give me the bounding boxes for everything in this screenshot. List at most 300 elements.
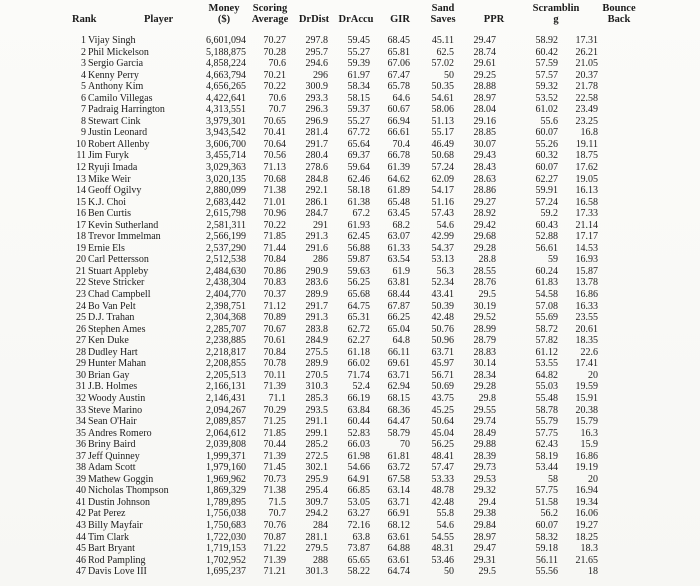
cell-sand-saves: 48.78: [431, 485, 454, 497]
cell-scrambling: 56.11: [535, 554, 558, 566]
cell-sand-saves: 45.97: [431, 358, 454, 370]
cell-bounce-back: 16.13: [575, 185, 598, 197]
header-bounce-top: Bounce: [602, 3, 636, 14]
cell-gir: 67.87: [387, 300, 410, 312]
cell-dr-accu: 61.98: [347, 450, 370, 462]
header-sand-bottom: Saves: [430, 14, 456, 25]
cell-dr-accu: 54.66: [347, 462, 370, 474]
cell-scoring-avg: 70.83: [263, 277, 286, 289]
table-row: [0, 566, 700, 578]
cell-sand-saves: 52.34: [431, 277, 454, 289]
cell-scoring-avg: 70.28: [263, 46, 286, 58]
cell-money: 2,484,630: [206, 265, 246, 277]
cell-money: 2,094,267: [206, 404, 246, 416]
cell-gir: 68.2: [392, 219, 410, 231]
header-scrambling-top: Scramblin: [532, 3, 580, 14]
cell-dr-dist: 310.3: [305, 381, 328, 393]
table-row: [0, 312, 700, 324]
cell-scrambling: 55.56: [535, 566, 558, 578]
header-scoring-top: Scoring: [252, 3, 288, 14]
cell-money: 4,656,265: [206, 81, 246, 93]
row-padding: [598, 347, 700, 359]
cell-money: 5,188,875: [206, 46, 246, 58]
row-padding: [598, 301, 700, 313]
header-ppr: PPR: [483, 14, 505, 25]
cell-sand-saves: 54.17: [431, 185, 454, 197]
row-padding: [598, 277, 700, 289]
cell-bounce-back: 18.3: [580, 543, 598, 555]
row-padding: [598, 370, 700, 382]
cell-player: Rod Pampling: [88, 554, 146, 566]
cell-dr-accu: 66.03: [347, 439, 370, 451]
row-padding: [598, 70, 700, 82]
row-padding: [598, 231, 700, 243]
cell-dr-accu: 60.44: [347, 416, 370, 428]
cell-money: 3,943,542: [206, 127, 246, 139]
cell-bounce-back: 23.49: [575, 104, 598, 116]
cell-scoring-avg: 70.22: [263, 219, 286, 231]
cell-dr-dist: 291.7: [305, 300, 328, 312]
table-row: [0, 335, 700, 347]
cell-rank: 36: [76, 439, 86, 451]
cell-rank: 21: [76, 265, 86, 277]
cell-ppr: 30.14: [473, 358, 496, 370]
cell-player: Sean O'Hair: [88, 416, 137, 428]
cell-player: Hunter Mahan: [88, 358, 147, 370]
table-row: [0, 208, 700, 220]
cell-bounce-back: 20.37: [575, 69, 598, 81]
table-row: [0, 555, 700, 567]
row-padding: [598, 532, 700, 544]
table-row: [0, 162, 700, 174]
cell-bounce-back: 20: [588, 369, 598, 381]
cell-sand-saves: 53.33: [431, 473, 454, 485]
cell-money: 2,146,431: [206, 392, 246, 404]
cell-dr-accu: 56.25: [347, 277, 370, 289]
cell-player: Padraig Harrington: [88, 104, 165, 116]
cell-dr-dist: 288: [313, 554, 328, 566]
cell-sand-saves: 48.41: [431, 450, 454, 462]
cell-scoring-avg: 70.11: [263, 369, 286, 381]
cell-rank: 32: [76, 392, 86, 404]
cell-gir: 62.94: [387, 381, 410, 393]
cell-dr-accu: 52.4: [352, 381, 370, 393]
cell-gir: 61.9: [392, 265, 410, 277]
table-row: [0, 439, 700, 451]
cell-ppr: 29.16: [473, 115, 496, 127]
cell-scoring-avg: 70.87: [263, 531, 286, 543]
cell-money: 2,218,817: [206, 346, 246, 358]
cell-gir: 70: [400, 439, 410, 451]
table-row: [0, 70, 700, 82]
cell-rank: 30: [76, 369, 86, 381]
cell-scrambling: 58.19: [535, 450, 558, 462]
table-row: [0, 220, 700, 232]
cell-scoring-avg: 71.44: [263, 242, 286, 254]
cell-scoring-avg: 70.86: [263, 265, 286, 277]
cell-dr-dist: 284.8: [305, 173, 328, 185]
cell-money: 3,606,700: [206, 138, 246, 150]
cell-rank: 31: [76, 381, 86, 393]
cell-scrambling: 60.07: [535, 127, 558, 139]
cell-bounce-back: 18: [588, 566, 598, 578]
cell-dr-dist: 289.9: [305, 289, 328, 301]
cell-scrambling: 60.07: [535, 162, 558, 174]
cell-bounce-back: 18.75: [575, 150, 598, 162]
cell-dr-dist: 297.8: [305, 35, 328, 46]
cell-dr-dist: 270.5: [305, 369, 328, 381]
row-padding: [598, 324, 700, 336]
cell-scrambling: 53.55: [535, 358, 558, 370]
cell-scoring-avg: 70.6: [268, 58, 286, 70]
cell-rank: 45: [76, 543, 86, 555]
cell-bounce-back: 18.35: [575, 335, 598, 347]
cell-scrambling: 56.61: [535, 242, 558, 254]
cell-ppr: 29.68: [473, 231, 496, 243]
cell-dr-dist: 296.9: [305, 115, 328, 127]
cell-player: Kenny Perry: [88, 69, 139, 81]
cell-rank: 39: [76, 473, 86, 485]
cell-sand-saves: 54.6: [436, 519, 454, 531]
cell-dr-accu: 65.64: [347, 138, 370, 150]
cell-scrambling: 55.26: [535, 138, 558, 150]
cell-scrambling: 53.44: [535, 462, 558, 474]
cell-gir: 64.74: [387, 566, 410, 578]
cell-money: 3,979,301: [206, 115, 246, 127]
cell-player: Jeff Quinney: [88, 450, 140, 462]
table-row: [0, 520, 700, 532]
cell-dr-dist: 291: [313, 219, 328, 231]
table-row: [0, 93, 700, 105]
cell-player: D.J. Trahan: [88, 312, 135, 324]
cell-gir: 63.81: [387, 277, 410, 289]
cell-player: Carl Pettersson: [88, 254, 149, 266]
row-padding: [598, 312, 700, 324]
cell-player: Dustin Johnson: [88, 496, 150, 508]
cell-ppr: 29.28: [473, 381, 496, 393]
cell-sand-saves: 56.71: [431, 369, 454, 381]
cell-bounce-back: 19.59: [575, 381, 598, 393]
cell-money: 2,615,798: [206, 208, 246, 220]
cell-bounce-back: 19.34: [575, 496, 598, 508]
cell-bounce-back: 17.31: [575, 35, 598, 46]
cell-scoring-avg: 70.89: [263, 312, 286, 324]
cell-scoring-avg: 71.39: [263, 554, 286, 566]
cell-ppr: 28.34: [473, 369, 496, 381]
cell-dr-accu: 58.18: [347, 185, 370, 197]
cell-sand-saves: 54.6: [436, 219, 454, 231]
header-bounce-bottom: Back: [607, 14, 631, 25]
cell-player: Adam Scott: [88, 462, 136, 474]
cell-money: 2,205,513: [206, 369, 246, 381]
cell-rank: 28: [76, 346, 86, 358]
cell-sand-saves: 57.47: [431, 462, 454, 474]
cell-sand-saves: 50.64: [431, 416, 454, 428]
row-padding: [598, 127, 700, 139]
cell-ppr: 28.39: [473, 450, 496, 462]
cell-rank: 11: [76, 150, 86, 162]
cell-gir: 68.15: [387, 392, 410, 404]
cell-gir: 65.04: [387, 323, 410, 335]
cell-rank: 4: [81, 69, 86, 81]
cell-scrambling: 60.07: [535, 519, 558, 531]
cell-bounce-back: 20.38: [575, 404, 598, 416]
cell-rank: 17: [76, 219, 86, 231]
cell-dr-accu: 59.45: [347, 35, 370, 46]
cell-money: 2,537,290: [206, 242, 246, 254]
row-padding: [598, 416, 700, 428]
cell-dr-dist: 291.3: [305, 231, 328, 243]
cell-sand-saves: 50.76: [431, 323, 454, 335]
row-padding: [598, 451, 700, 463]
cell-scoring-avg: 70.41: [263, 127, 286, 139]
cell-bounce-back: 14.53: [575, 242, 598, 254]
cell-sand-saves: 55.17: [431, 127, 454, 139]
cell-scrambling: 56.2: [540, 508, 558, 520]
table-row: [0, 58, 700, 70]
cell-scrambling: 55.03: [535, 381, 558, 393]
cell-dr-accu: 61.93: [347, 219, 370, 231]
cell-gir: 63.71: [387, 496, 410, 508]
cell-sand-saves: 50.69: [431, 381, 454, 393]
cell-player: Billy Mayfair: [88, 519, 143, 531]
cell-bounce-back: 18.25: [575, 531, 598, 543]
cell-player: Robert Allenby: [88, 138, 150, 150]
cell-player: Camilo Villegas: [88, 92, 153, 104]
cell-scrambling: 60.32: [535, 150, 558, 162]
cell-sand-saves: 50: [444, 69, 454, 81]
cell-scrambling: 55.79: [535, 416, 558, 428]
cell-dr-dist: 291.7: [305, 138, 328, 150]
cell-scoring-avg: 71.38: [263, 485, 286, 497]
cell-money: 2,404,770: [206, 289, 246, 301]
cell-dr-dist: 296: [313, 69, 328, 81]
cell-scoring-avg: 71.85: [263, 427, 286, 439]
cell-ppr: 29.84: [473, 519, 496, 531]
cell-money: 1,702,952: [206, 554, 246, 566]
header-sand-top: Sand: [431, 3, 455, 14]
cell-bounce-back: 20.61: [575, 323, 598, 335]
cell-money: 6,601,094: [206, 35, 246, 46]
cell-dr-dist: 296.3: [305, 104, 328, 116]
cell-ppr: 28.63: [473, 173, 496, 185]
cell-dr-dist: 283.6: [305, 277, 328, 289]
cell-player: Mathew Goggin: [88, 473, 154, 485]
cell-rank: 46: [76, 554, 86, 566]
cell-player: Geoff Ogilvy: [88, 185, 142, 197]
cell-gir: 70.4: [392, 138, 410, 150]
table-row: [0, 104, 700, 116]
row-padding: [598, 485, 700, 497]
cell-dr-dist: 291.1: [305, 416, 328, 428]
cell-sand-saves: 56.25: [431, 439, 454, 451]
cell-sand-saves: 50.39: [431, 300, 454, 312]
cell-player: Ernie Els: [88, 242, 125, 254]
cell-scoring-avg: 70.29: [263, 404, 286, 416]
cell-rank: 23: [76, 289, 86, 301]
cell-dr-accu: 69.37: [347, 150, 370, 162]
row-padding: [598, 150, 700, 162]
cell-scoring-avg: 71.22: [263, 543, 286, 555]
header-money-top: Money: [208, 3, 240, 14]
cell-scrambling: 59.2: [540, 208, 558, 220]
cell-player: Ryuji Imada: [88, 162, 138, 174]
table-row: [0, 197, 700, 209]
cell-bounce-back: 19.19: [575, 462, 598, 474]
cell-scrambling: 59: [548, 254, 558, 266]
cell-money: 4,422,641: [206, 92, 246, 104]
table-row: [0, 139, 700, 151]
cell-money: 2,880,099: [206, 185, 246, 197]
cell-gir: 64.8: [392, 335, 410, 347]
cell-scrambling: 62.43: [535, 439, 558, 451]
cell-dr-dist: 284.7: [305, 208, 328, 220]
cell-sand-saves: 53.13: [431, 254, 454, 266]
cell-bounce-back: 19.05: [575, 173, 598, 185]
cell-bounce-back: 16.86: [575, 450, 598, 462]
cell-ppr: 28.74: [473, 46, 496, 58]
cell-sand-saves: 63.71: [431, 346, 454, 358]
cell-ppr: 29.25: [473, 69, 496, 81]
table-row: [0, 254, 700, 266]
cell-dr-accu: 62.46: [347, 173, 370, 185]
cell-dr-accu: 67.72: [347, 127, 370, 139]
cell-bounce-back: 17.41: [575, 358, 598, 370]
cell-dr-dist: 299.1: [305, 427, 328, 439]
cell-scoring-avg: 70.7: [268, 104, 286, 116]
cell-dr-dist: 284: [313, 519, 328, 531]
cell-bounce-back: 16.33: [575, 300, 598, 312]
table-row: [0, 277, 700, 289]
cell-scrambling: 58: [548, 473, 558, 485]
cell-dr-accu: 66.85: [347, 485, 370, 497]
cell-ppr: 29.5: [478, 566, 496, 578]
cell-rank: 1: [81, 35, 86, 46]
cell-bounce-back: 20: [588, 473, 598, 485]
cell-money: 2,039,808: [206, 439, 246, 451]
cell-gir: 64.88: [387, 543, 410, 555]
stats-table: [0, 35, 700, 578]
row-padding: [598, 520, 700, 532]
cell-scrambling: 59.32: [535, 81, 558, 93]
header-scoring-bottom: Average: [251, 14, 289, 25]
cell-dr-dist: 292.1: [305, 185, 328, 197]
table-row: [0, 462, 700, 474]
cell-rank: 47: [76, 566, 86, 578]
cell-rank: 19: [76, 242, 86, 254]
cell-dr-accu: 58.15: [347, 92, 370, 104]
cell-scrambling: 57.08: [535, 300, 558, 312]
cell-ppr: 29.73: [473, 462, 496, 474]
row-padding: [598, 393, 700, 405]
cell-scrambling: 58.78: [535, 404, 558, 416]
cell-scrambling: 58.92: [535, 35, 558, 46]
cell-money: 1,969,962: [206, 473, 246, 485]
cell-money: 4,313,551: [206, 104, 246, 116]
cell-ppr: 29.53: [473, 473, 496, 485]
cell-dr-dist: 286.1: [305, 196, 328, 208]
cell-money: 2,285,707: [206, 323, 246, 335]
row-padding: [598, 174, 700, 186]
cell-ppr: 28.8: [478, 254, 496, 266]
cell-player: Chad Campbell: [88, 289, 151, 301]
cell-sand-saves: 43.75: [431, 392, 454, 404]
cell-bounce-back: 15.91: [575, 392, 598, 404]
row-padding: [598, 197, 700, 209]
table-row: [0, 174, 700, 186]
cell-scoring-avg: 71.21: [263, 566, 286, 578]
cell-money: 1,722,030: [206, 531, 246, 543]
cell-scoring-avg: 70.6: [268, 92, 286, 104]
cell-ppr: 28.43: [473, 162, 496, 174]
cell-rank: 27: [76, 335, 86, 347]
cell-gir: 63.71: [387, 369, 410, 381]
row-padding: [598, 185, 700, 197]
cell-bounce-back: 16.3: [580, 427, 598, 439]
cell-ppr: 28.99: [473, 323, 496, 335]
cell-player: Ben Curtis: [88, 208, 132, 220]
cell-scrambling: 57.57: [535, 69, 558, 81]
cell-rank: 15: [76, 196, 86, 208]
cell-scoring-avg: 71.39: [263, 450, 286, 462]
cell-dr-dist: 295.7: [305, 46, 328, 58]
cell-money: 2,512,538: [206, 254, 246, 266]
cell-scrambling: 57.59: [535, 58, 558, 70]
cell-dr-accu: 59.64: [347, 162, 370, 174]
cell-money: 2,208,855: [206, 358, 246, 370]
cell-player: Tim Clark: [88, 531, 130, 543]
cell-player: Steve Marino: [88, 404, 143, 416]
table-row: [0, 127, 700, 139]
cell-gir: 67.58: [387, 473, 410, 485]
cell-ppr: 29.52: [473, 312, 496, 324]
cell-dr-accu: 56.88: [347, 242, 370, 254]
cell-bounce-back: 22.6: [580, 346, 598, 358]
cell-gir: 63.14: [387, 485, 410, 497]
cell-dr-accu: 71.74: [347, 369, 370, 381]
row-padding: [598, 266, 700, 278]
cell-sand-saves: 57.02: [431, 58, 454, 70]
cell-ppr: 28.88: [473, 81, 496, 93]
cell-rank: 44: [76, 531, 86, 543]
cell-dr-accu: 55.27: [347, 115, 370, 127]
row-padding: [598, 47, 700, 59]
cell-dr-dist: 294.2: [305, 508, 328, 520]
cell-player: Stuart Appleby: [88, 265, 149, 277]
cell-ppr: 29.38: [473, 508, 496, 520]
cell-money: 2,304,368: [206, 312, 246, 324]
table-row: [0, 370, 700, 382]
cell-scoring-avg: 70.68: [263, 173, 286, 185]
cell-sand-saves: 50: [444, 566, 454, 578]
cell-gir: 64.62: [387, 173, 410, 185]
cell-player: Davis Love III: [88, 566, 147, 578]
cell-sand-saves: 57.24: [431, 162, 454, 174]
cell-scrambling: 58.32: [535, 531, 558, 543]
cell-ppr: 28.86: [473, 185, 496, 197]
cell-dr-accu: 63.27: [347, 508, 370, 520]
cell-rank: 37: [76, 450, 86, 462]
cell-dr-accu: 65.31: [347, 312, 370, 324]
cell-dr-accu: 62.45: [347, 231, 370, 243]
cell-dr-dist: 284.9: [305, 335, 328, 347]
cell-scrambling: 57.75: [535, 427, 558, 439]
cell-scrambling: 64.82: [535, 369, 558, 381]
cell-scoring-avg: 71.38: [263, 185, 286, 197]
cell-dr-accu: 58.22: [347, 566, 370, 578]
cell-scrambling: 57.82: [535, 335, 558, 347]
cell-dr-accu: 61.38: [347, 196, 370, 208]
